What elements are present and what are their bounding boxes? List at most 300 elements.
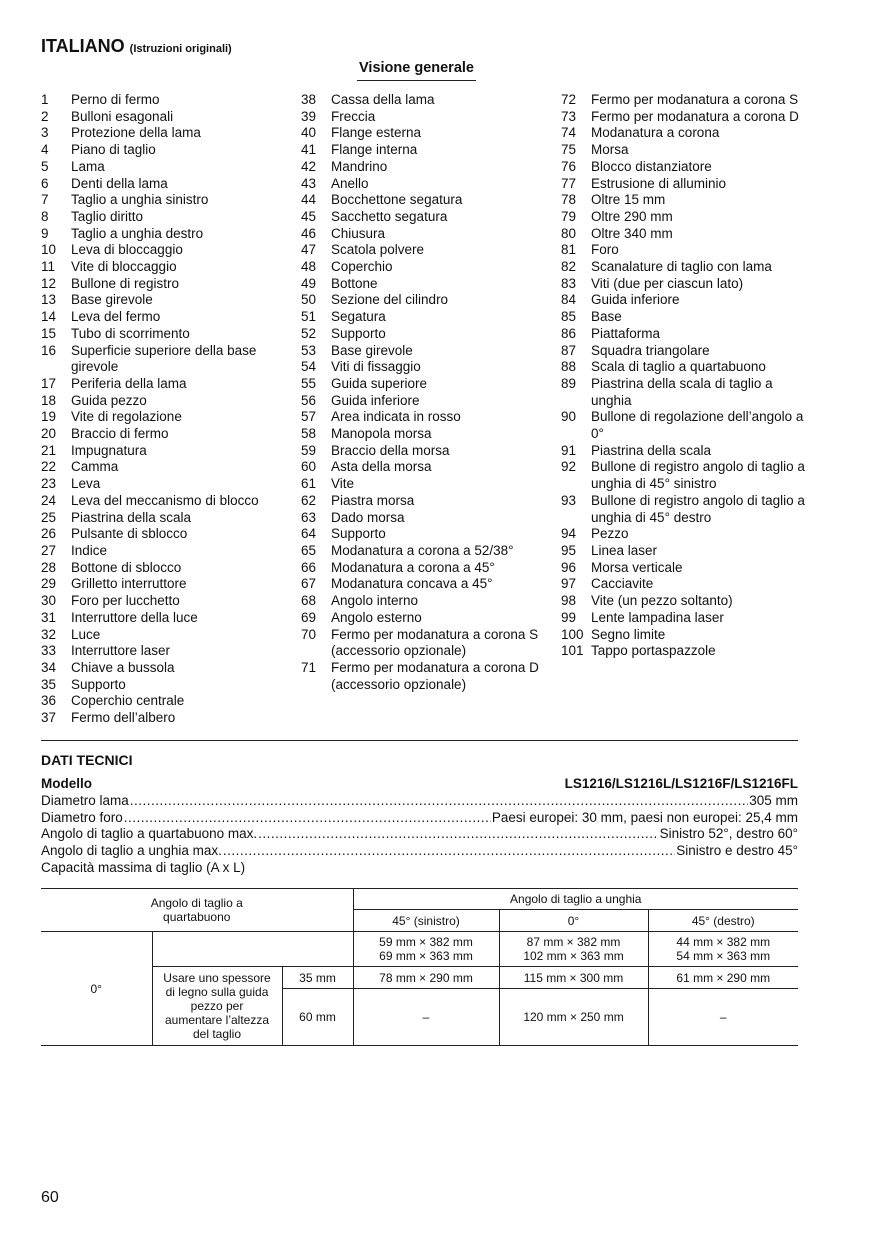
miter-angle-header: Angolo di taglio a quartabuono bbox=[41, 889, 353, 932]
list-item bbox=[301, 393, 541, 410]
item-label: Bocchettone segatura bbox=[331, 192, 463, 208]
list-item bbox=[301, 560, 541, 577]
item-number: 38 bbox=[301, 92, 317, 107]
item-label: Interruttore della luce bbox=[71, 609, 198, 625]
item-label: Foro per lucchetto bbox=[71, 593, 180, 609]
list-item bbox=[301, 476, 541, 493]
spec-row bbox=[41, 793, 798, 810]
item-number: 33 bbox=[41, 643, 57, 659]
specs-title: DATI TECNICI bbox=[41, 752, 133, 768]
bevel-col-right: 45° (destro) bbox=[648, 910, 798, 932]
item-label: Leva bbox=[71, 476, 101, 492]
item-number: 64 bbox=[301, 526, 317, 542]
spec-row bbox=[41, 843, 798, 860]
item-label: Lama bbox=[71, 158, 105, 174]
item-number: 34 bbox=[41, 659, 57, 675]
item-number: 55 bbox=[301, 375, 317, 391]
list-item bbox=[41, 493, 281, 510]
list-item bbox=[41, 393, 281, 410]
item-label: Vite bbox=[331, 476, 355, 492]
item-number: 95 bbox=[561, 542, 577, 558]
list-item bbox=[41, 276, 281, 293]
model-label: Modello bbox=[41, 776, 92, 791]
list-item bbox=[301, 426, 541, 443]
list-item bbox=[301, 343, 541, 360]
item-label: Braccio di fermo bbox=[71, 426, 169, 442]
item-number: 73 bbox=[561, 108, 577, 124]
leader-dots bbox=[124, 810, 491, 827]
list-item bbox=[301, 109, 541, 126]
item-number: 60 bbox=[301, 459, 317, 475]
item-number: 97 bbox=[561, 576, 577, 592]
item-number: 46 bbox=[301, 225, 317, 241]
item-label: Dado morsa bbox=[331, 509, 405, 525]
list-item bbox=[41, 610, 281, 627]
item-label: Bulloni esagonali bbox=[71, 108, 174, 124]
list-item bbox=[41, 543, 281, 560]
item-label: Estrusione di alluminio bbox=[591, 175, 727, 191]
capacity-cell: – bbox=[648, 989, 798, 1046]
list-item bbox=[301, 409, 541, 426]
list-item bbox=[301, 276, 541, 293]
list-item bbox=[561, 259, 806, 276]
list-item bbox=[561, 159, 806, 176]
list-item bbox=[561, 309, 806, 326]
bevel-col-zero: 0° bbox=[499, 910, 648, 932]
item-number: 13 bbox=[41, 292, 57, 308]
item-label: Flange esterna bbox=[331, 125, 422, 141]
list-item bbox=[301, 159, 541, 176]
item-number: 62 bbox=[301, 492, 317, 508]
list-item bbox=[41, 409, 281, 426]
capacity-cell: 78 mm × 290 mm bbox=[353, 967, 499, 989]
list-item bbox=[41, 593, 281, 610]
item-label: Blocco distanziatore bbox=[591, 158, 712, 174]
item-label: Modanatura a corona bbox=[591, 125, 720, 141]
item-label: Freccia bbox=[331, 108, 376, 124]
item-label: Oltre 15 mm bbox=[591, 192, 666, 208]
item-number: 84 bbox=[561, 292, 577, 308]
list-item bbox=[301, 510, 541, 527]
item-label: Scanalature di taglio con lama bbox=[591, 259, 772, 275]
item-number: 6 bbox=[41, 175, 49, 191]
item-label: Bullone di registro angolo di taglio a unghia di 45° sinistro bbox=[591, 459, 805, 492]
item-number: 12 bbox=[41, 275, 57, 291]
list-item bbox=[561, 376, 806, 409]
item-label: Scatola polvere bbox=[331, 242, 425, 258]
list-item bbox=[41, 92, 281, 109]
list-item bbox=[561, 560, 806, 577]
page-number: 60 bbox=[41, 1189, 59, 1206]
leader-dots bbox=[130, 793, 748, 810]
capacity-cell: 44 mm × 382 mm 54 mm × 363 mm bbox=[648, 932, 798, 967]
item-label: Base bbox=[591, 309, 622, 325]
item-label: Base girevole bbox=[331, 342, 413, 358]
item-label: Fermo dell’albero bbox=[71, 710, 176, 726]
item-number: 61 bbox=[301, 476, 317, 492]
item-number: 67 bbox=[301, 576, 317, 592]
list-item bbox=[41, 677, 281, 694]
list-item bbox=[301, 543, 541, 560]
item-label: Angolo esterno bbox=[331, 609, 422, 625]
item-label: Viti (due per ciascun lato) bbox=[591, 275, 744, 291]
page-header bbox=[41, 36, 232, 57]
item-label: Denti della lama bbox=[71, 175, 168, 191]
item-label: Bottone di sblocco bbox=[71, 559, 182, 575]
item-number: 72 bbox=[561, 92, 577, 107]
list-item bbox=[41, 476, 281, 493]
capacity-cell: – bbox=[353, 989, 499, 1046]
list-item bbox=[561, 409, 806, 442]
list-item bbox=[41, 192, 281, 209]
overview-column-3 bbox=[561, 92, 806, 660]
list-item bbox=[561, 192, 806, 209]
list-item bbox=[301, 376, 541, 393]
item-label: Foro bbox=[591, 242, 619, 258]
item-label: Vite di regolazione bbox=[71, 409, 182, 425]
list-item bbox=[301, 242, 541, 259]
item-label: Mandrino bbox=[331, 158, 388, 174]
list-item bbox=[301, 259, 541, 276]
list-item bbox=[41, 526, 281, 543]
capacity-cell: 87 mm × 382 mm 102 mm × 363 mm bbox=[499, 932, 648, 967]
empty-cell bbox=[152, 932, 353, 967]
item-label: Modanatura a corona a 45° bbox=[331, 559, 495, 575]
overview-column-1 bbox=[41, 92, 281, 727]
item-number: 23 bbox=[41, 476, 57, 492]
list-item bbox=[301, 493, 541, 510]
item-number: 93 bbox=[561, 492, 577, 508]
item-label: Base girevole bbox=[71, 292, 153, 308]
item-number: 37 bbox=[41, 710, 57, 726]
item-label: Vite di bloccaggio bbox=[71, 259, 177, 275]
item-label: Guida inferiore bbox=[591, 292, 680, 308]
item-number: 11 bbox=[41, 259, 56, 275]
list-item bbox=[301, 359, 541, 376]
item-number: 32 bbox=[41, 626, 57, 642]
item-number: 24 bbox=[41, 492, 57, 508]
item-label: Modanatura concava a 45° bbox=[331, 576, 493, 592]
list-item bbox=[561, 543, 806, 560]
list-item bbox=[301, 526, 541, 543]
item-label: Piano di taglio bbox=[71, 142, 156, 158]
list-item bbox=[561, 292, 806, 309]
list-item bbox=[301, 125, 541, 142]
list-item bbox=[301, 292, 541, 309]
list-item bbox=[41, 309, 281, 326]
list-item bbox=[41, 426, 281, 443]
list-item bbox=[301, 576, 541, 593]
item-label: Fermo per modanatura a corona D (accessorio opzionale) bbox=[331, 659, 539, 692]
list-item bbox=[561, 443, 806, 460]
list-item bbox=[41, 209, 281, 226]
list-item bbox=[41, 376, 281, 393]
list-item bbox=[561, 142, 806, 159]
item-number: 76 bbox=[561, 158, 577, 174]
item-label: Perno di fermo bbox=[71, 92, 160, 107]
list-item bbox=[41, 259, 281, 276]
item-number: 29 bbox=[41, 576, 57, 592]
overview-title: Visione generale bbox=[357, 60, 476, 81]
item-label: Sezione del cilindro bbox=[331, 292, 449, 308]
spec-value: 305 mm bbox=[749, 793, 798, 808]
item-number: 65 bbox=[301, 542, 317, 558]
list-item bbox=[41, 459, 281, 476]
item-label: Taglio a unghia sinistro bbox=[71, 192, 209, 208]
list-item bbox=[301, 142, 541, 159]
item-number: 78 bbox=[561, 192, 577, 208]
capacity-label: Capacità massima di taglio (A x L) bbox=[41, 859, 246, 875]
item-label: Bottone bbox=[331, 275, 378, 291]
spec-row bbox=[41, 810, 798, 827]
item-label: Piastrina della scala di taglio a unghia bbox=[591, 375, 773, 408]
section-divider bbox=[41, 740, 798, 741]
list-item bbox=[41, 159, 281, 176]
list-item bbox=[301, 192, 541, 209]
item-label: Pezzo bbox=[591, 526, 629, 542]
item-label: Superficie superiore della base girevole bbox=[71, 342, 257, 375]
spec-list bbox=[41, 793, 798, 876]
list-item bbox=[301, 92, 541, 109]
item-label: Anello bbox=[331, 175, 369, 191]
item-label: Oltre 290 mm bbox=[591, 208, 673, 224]
item-number: 99 bbox=[561, 609, 577, 625]
item-label: Leva del fermo bbox=[71, 309, 161, 325]
item-label: Pulsante di sblocco bbox=[71, 526, 188, 542]
item-number: 9 bbox=[41, 225, 49, 241]
list-item bbox=[41, 326, 281, 343]
item-label: Indice bbox=[71, 542, 108, 558]
item-number: 48 bbox=[301, 259, 317, 275]
item-label: Guida inferiore bbox=[331, 392, 420, 408]
item-number: 41 bbox=[301, 142, 317, 158]
item-label: Flange interna bbox=[331, 142, 418, 158]
item-label: Viti di fissaggio bbox=[331, 359, 421, 375]
list-item bbox=[41, 710, 281, 727]
list-item bbox=[561, 92, 806, 109]
item-number: 69 bbox=[301, 609, 317, 625]
spec-value: Sinistro 52°, destro 60° bbox=[659, 826, 798, 842]
spacer-note: Usare uno spessore di legno sulla guida pezzo per aumentare l’altezza del taglio bbox=[152, 967, 282, 1046]
item-label: Asta della morsa bbox=[331, 459, 432, 475]
list-item bbox=[561, 276, 806, 293]
item-label: Supporto bbox=[331, 526, 386, 542]
capacity-cell: 59 mm × 382 mm 69 mm × 363 mm bbox=[353, 932, 499, 967]
item-label: Leva di bloccaggio bbox=[71, 242, 183, 258]
item-number: 26 bbox=[41, 526, 57, 542]
item-label: Piastrina della scala bbox=[591, 442, 712, 458]
item-number: 15 bbox=[41, 325, 57, 341]
item-label: Supporto bbox=[331, 325, 386, 341]
item-label: Piattaforma bbox=[591, 325, 661, 341]
item-number: 80 bbox=[561, 225, 577, 241]
item-label: Tubo di scorrimento bbox=[71, 325, 190, 341]
item-number: 21 bbox=[41, 442, 57, 458]
item-label: Chiave a bussola bbox=[71, 659, 175, 675]
item-number: 8 bbox=[41, 208, 49, 224]
item-number: 87 bbox=[561, 342, 577, 358]
item-number: 27 bbox=[41, 542, 57, 558]
item-label: Modanatura a corona a 52/38° bbox=[331, 542, 514, 558]
list-item bbox=[561, 493, 806, 526]
list-item bbox=[41, 560, 281, 577]
item-label: Cacciavite bbox=[591, 576, 654, 592]
item-number: 19 bbox=[41, 409, 57, 425]
item-number: 2 bbox=[41, 108, 49, 124]
list-item bbox=[561, 576, 806, 593]
item-label: Guida superiore bbox=[331, 375, 428, 391]
item-label: Taglio a unghia destro bbox=[71, 225, 204, 241]
leader-dots bbox=[258, 826, 658, 843]
language-subtitle: (Istruzioni originali) bbox=[129, 43, 232, 55]
list-item bbox=[41, 109, 281, 126]
list-item bbox=[561, 593, 806, 610]
list-item bbox=[561, 643, 806, 660]
item-number: 82 bbox=[561, 259, 577, 275]
list-item bbox=[301, 309, 541, 326]
list-item bbox=[561, 176, 806, 193]
item-label: Angolo interno bbox=[331, 593, 419, 609]
list-item bbox=[41, 660, 281, 677]
item-label: Camma bbox=[71, 459, 119, 475]
list-item bbox=[561, 343, 806, 360]
item-number: 81 bbox=[561, 242, 577, 258]
item-label: Vite (un pezzo soltanto) bbox=[591, 593, 733, 609]
item-number: 52 bbox=[301, 325, 317, 341]
capacity-table bbox=[41, 888, 798, 1046]
item-number: 54 bbox=[301, 359, 317, 375]
item-number: 5 bbox=[41, 158, 49, 174]
list-item bbox=[561, 326, 806, 343]
item-number: 1 bbox=[41, 92, 49, 107]
miter-angle-value: 0° bbox=[41, 932, 152, 1046]
list-item bbox=[41, 443, 281, 460]
list-item bbox=[561, 459, 806, 492]
item-number: 88 bbox=[561, 359, 577, 375]
item-number: 85 bbox=[561, 309, 577, 325]
item-label: Piastra morsa bbox=[331, 492, 415, 508]
item-number: 25 bbox=[41, 509, 57, 525]
item-number: 3 bbox=[41, 125, 49, 141]
spec-label: Angolo di taglio a quartabuono max. bbox=[41, 826, 258, 842]
item-number: 47 bbox=[301, 242, 317, 258]
item-number: 71 bbox=[301, 659, 317, 675]
spec-label: Diametro foro bbox=[41, 809, 123, 825]
item-number: 53 bbox=[301, 342, 317, 358]
item-label: Luce bbox=[71, 626, 101, 642]
item-number: 45 bbox=[301, 208, 317, 224]
item-label: Impugnatura bbox=[71, 442, 147, 458]
list-item bbox=[41, 627, 281, 644]
item-number: 66 bbox=[301, 559, 317, 575]
list-item bbox=[301, 660, 541, 693]
list-item bbox=[301, 627, 541, 660]
item-number: 20 bbox=[41, 426, 57, 442]
list-item bbox=[41, 693, 281, 710]
capacity-cell: 120 mm × 250 mm bbox=[499, 989, 648, 1046]
item-number: 57 bbox=[301, 409, 317, 425]
item-number: 91 bbox=[561, 442, 577, 458]
item-label: Area indicata in rosso bbox=[331, 409, 461, 425]
list-item bbox=[41, 176, 281, 193]
language-title: ITALIANO bbox=[41, 36, 125, 56]
item-number: 77 bbox=[561, 175, 577, 191]
spec-value: Sinistro e destro 45° bbox=[676, 843, 798, 859]
item-label: Bullone di regolazione dell’angolo a 0° bbox=[591, 409, 804, 442]
item-number: 10 bbox=[41, 242, 57, 258]
item-number: 92 bbox=[561, 459, 577, 475]
item-number: 4 bbox=[41, 142, 49, 158]
item-number: 79 bbox=[561, 208, 577, 224]
item-label: Oltre 340 mm bbox=[591, 225, 673, 241]
item-number: 100 bbox=[561, 626, 584, 642]
item-label: Protezione della lama bbox=[71, 125, 201, 141]
item-label: Fermo per modanatura a corona S (accessorio opzionale) bbox=[331, 626, 539, 659]
item-label: Fermo per modanatura a corona D bbox=[591, 108, 799, 124]
list-item bbox=[561, 526, 806, 543]
list-item bbox=[561, 125, 806, 142]
spec-label: Diametro lama bbox=[41, 793, 129, 808]
item-number: 98 bbox=[561, 593, 577, 609]
item-number: 18 bbox=[41, 392, 57, 408]
overview-column-2 bbox=[301, 92, 541, 693]
item-number: 96 bbox=[561, 559, 577, 575]
list-item bbox=[301, 226, 541, 243]
item-number: 16 bbox=[41, 342, 57, 358]
list-item bbox=[301, 459, 541, 476]
item-number: 14 bbox=[41, 309, 57, 325]
list-item bbox=[561, 627, 806, 644]
list-item bbox=[41, 226, 281, 243]
item-label: Bullone di registro bbox=[71, 275, 180, 291]
list-item bbox=[41, 343, 281, 376]
item-number: 22 bbox=[41, 459, 57, 475]
item-number: 70 bbox=[301, 626, 317, 642]
list-item bbox=[561, 226, 806, 243]
list-item bbox=[41, 643, 281, 660]
item-label: Lente lampadina laser bbox=[591, 609, 724, 625]
bevel-col-left: 45° (sinistro) bbox=[353, 910, 499, 932]
list-item bbox=[41, 125, 281, 142]
item-number: 75 bbox=[561, 142, 577, 158]
item-number: 42 bbox=[301, 158, 317, 174]
list-item bbox=[561, 359, 806, 376]
item-number: 49 bbox=[301, 275, 317, 291]
item-label: Grilletto interruttore bbox=[71, 576, 187, 592]
capacity-cell: 115 mm × 300 mm bbox=[499, 967, 648, 989]
item-label: Segatura bbox=[331, 309, 386, 325]
item-number: 28 bbox=[41, 559, 57, 575]
model-row bbox=[41, 776, 798, 793]
item-label: Coperchio centrale bbox=[71, 693, 185, 709]
item-number: 59 bbox=[301, 442, 317, 458]
thickness-60: 60 mm bbox=[282, 989, 353, 1046]
item-number: 44 bbox=[301, 192, 317, 208]
item-number: 51 bbox=[301, 309, 317, 325]
item-label: Manopola morsa bbox=[331, 426, 432, 442]
item-number: 101 bbox=[561, 643, 584, 659]
list-item bbox=[41, 576, 281, 593]
list-item bbox=[301, 326, 541, 343]
item-number: 39 bbox=[301, 108, 317, 124]
item-label: Scala di taglio a quartabuono bbox=[591, 359, 766, 375]
item-label: Fermo per modanatura a corona S bbox=[591, 92, 799, 107]
item-number: 17 bbox=[41, 375, 57, 391]
list-item bbox=[41, 510, 281, 527]
thickness-35: 35 mm bbox=[282, 967, 353, 989]
list-item bbox=[561, 209, 806, 226]
item-label: Interruttore laser bbox=[71, 643, 171, 659]
